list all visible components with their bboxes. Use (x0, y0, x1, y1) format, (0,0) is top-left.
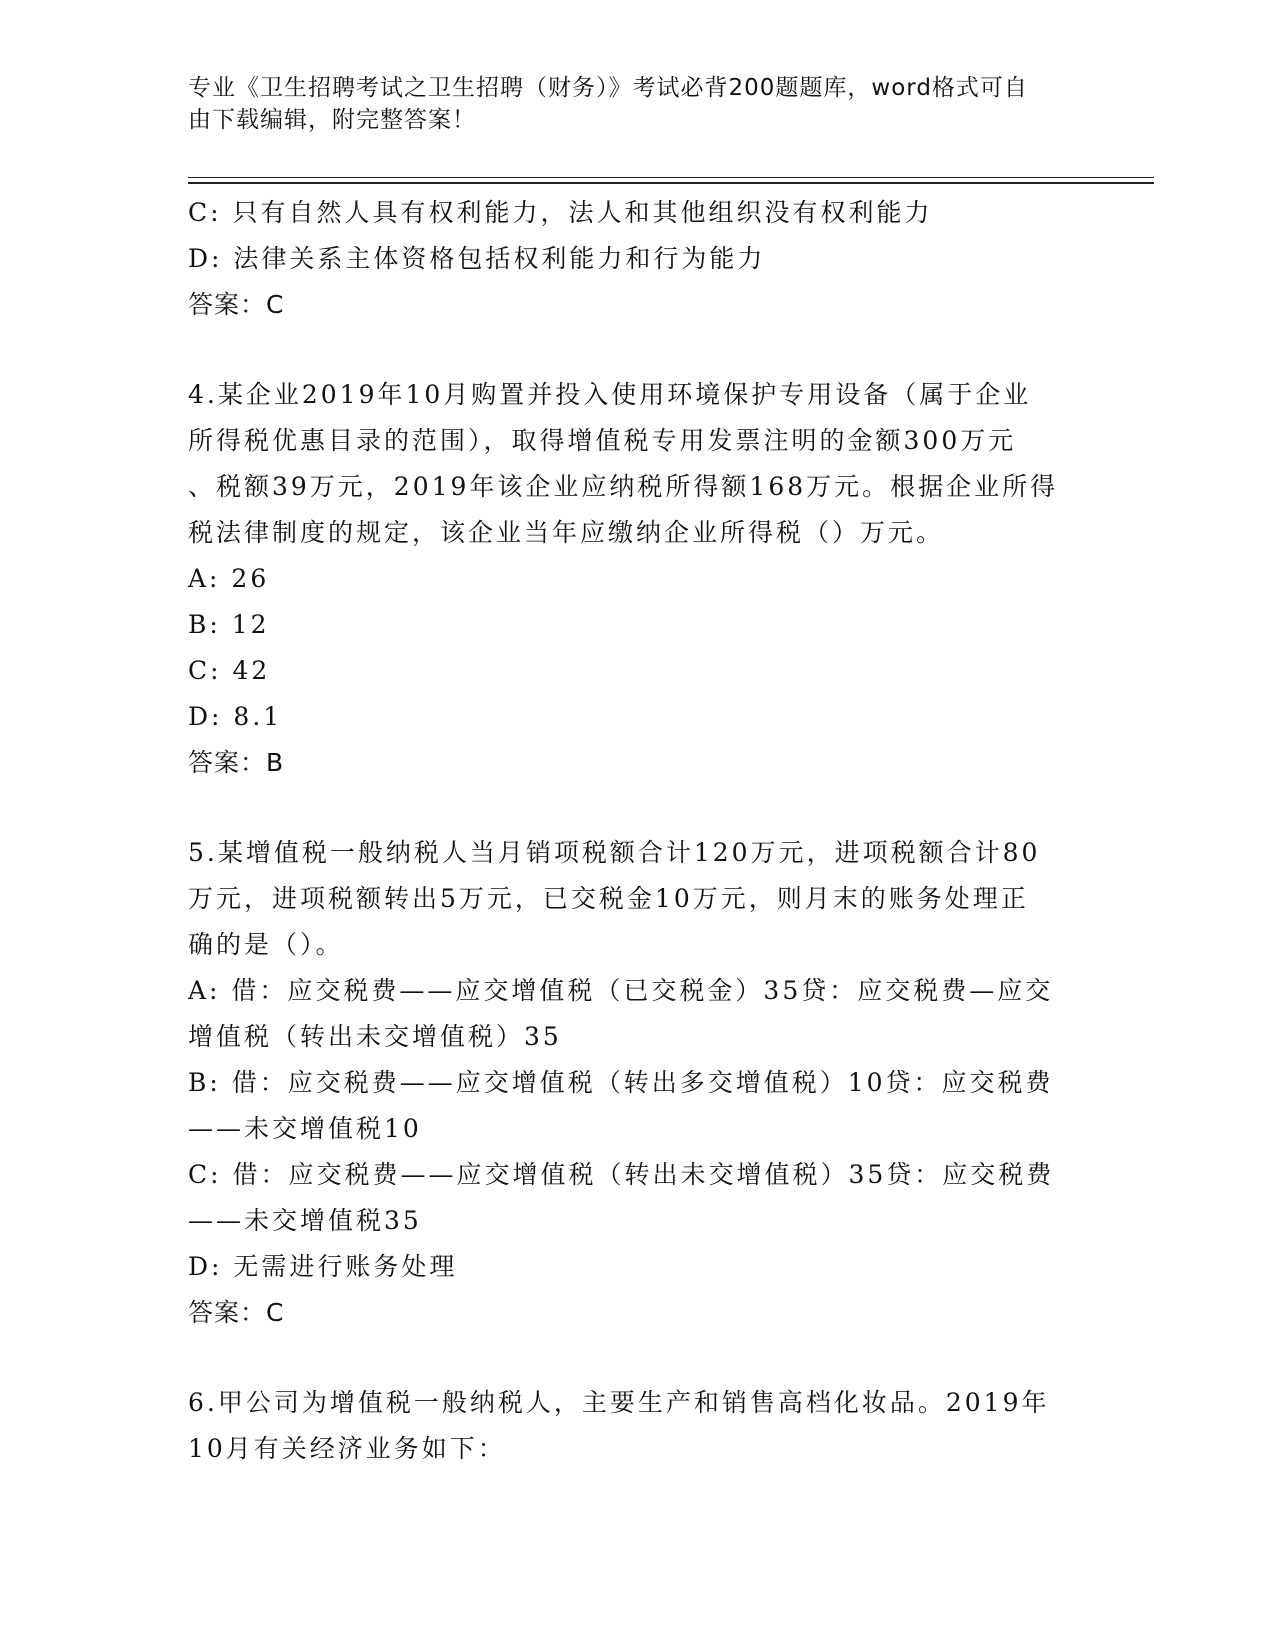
question-stem-line: 6.甲公司为增值税一般纳税人，主要生产和销售高档化妆品。2019年 (188, 1388, 1050, 1417)
spacer (188, 786, 1088, 830)
spacer (188, 328, 1088, 372)
question-stem-line: 、税额39万元，2019年该企业应纳税所得额168万元。根据企业所得 (188, 472, 1059, 501)
option-d: D: 法律关系主体资格包括权利能力和行为能力 (188, 244, 766, 273)
option-b: B: 12 (188, 610, 270, 639)
option-a-continued: 增值税（转出未交增值税）35 (188, 1022, 562, 1051)
option-c: C: 借：应交税费——应交增值税（转出未交增值税）35贷：应交税费 (188, 1160, 1055, 1189)
option-b: B: 借：应交税费——应交增值税（转出多交增值税）10贷：应交税费 (188, 1068, 1054, 1097)
header-title-line-2: 由下载编辑，附完整答案！ (188, 107, 476, 133)
option-c: C: 42 (188, 656, 271, 685)
question-stem-line: 万元，进项税额转出5万元，已交税金10万元，则月末的账务处理正 (188, 884, 1029, 913)
document-body (188, 190, 1088, 1472)
question-3-tail (188, 190, 1088, 328)
question-stem-line: 4.某企业2019年10月购置并投入使用环境保护专用设备（属于企业 (188, 380, 1032, 409)
question-stem-line: 确的是（）。 (188, 930, 344, 959)
header-divider (188, 177, 1154, 184)
question-5 (188, 830, 1088, 1336)
option-a: A: 26 (188, 564, 270, 593)
option-d: D: 8.1 (188, 702, 283, 731)
question-stem-line: 所得税优惠目录的范围），取得增值税专用发票注明的金额300万元 (188, 426, 1017, 455)
header-title-line-1: 专业《卫生招聘考试之卫生招聘（财务）》考试必背200题题库，word格式可自 (188, 75, 1028, 101)
answer: 答案：C (188, 1298, 285, 1327)
option-d: D: 无需进行账务处理 (188, 1252, 458, 1281)
option-a: A: 借：应交税费——应交增值税（已交税金）35贷：应交税费—应交 (188, 976, 1054, 1005)
question-stem-line: 5.某增值税一般纳税人当月销项税额合计120万元，进项税额合计80 (188, 838, 1041, 867)
question-stem-line: 税法律制度的规定，该企业当年应缴纳企业所得税（）万元。 (188, 518, 945, 547)
spacer (188, 1336, 1088, 1380)
answer: 答案：C (188, 290, 285, 319)
question-stem-line: 10月有关经济业务如下： (188, 1434, 506, 1463)
option-c: C: 只有自然人具有权利能力，法人和其他组织没有权利能力 (188, 198, 933, 227)
answer: 答案：B (188, 748, 285, 777)
option-b-continued: ——未交增值税10 (188, 1114, 422, 1143)
option-c-continued: ——未交增值税35 (188, 1206, 422, 1235)
question-4 (188, 372, 1088, 786)
document-header (188, 72, 1068, 136)
question-6 (188, 1380, 1088, 1472)
